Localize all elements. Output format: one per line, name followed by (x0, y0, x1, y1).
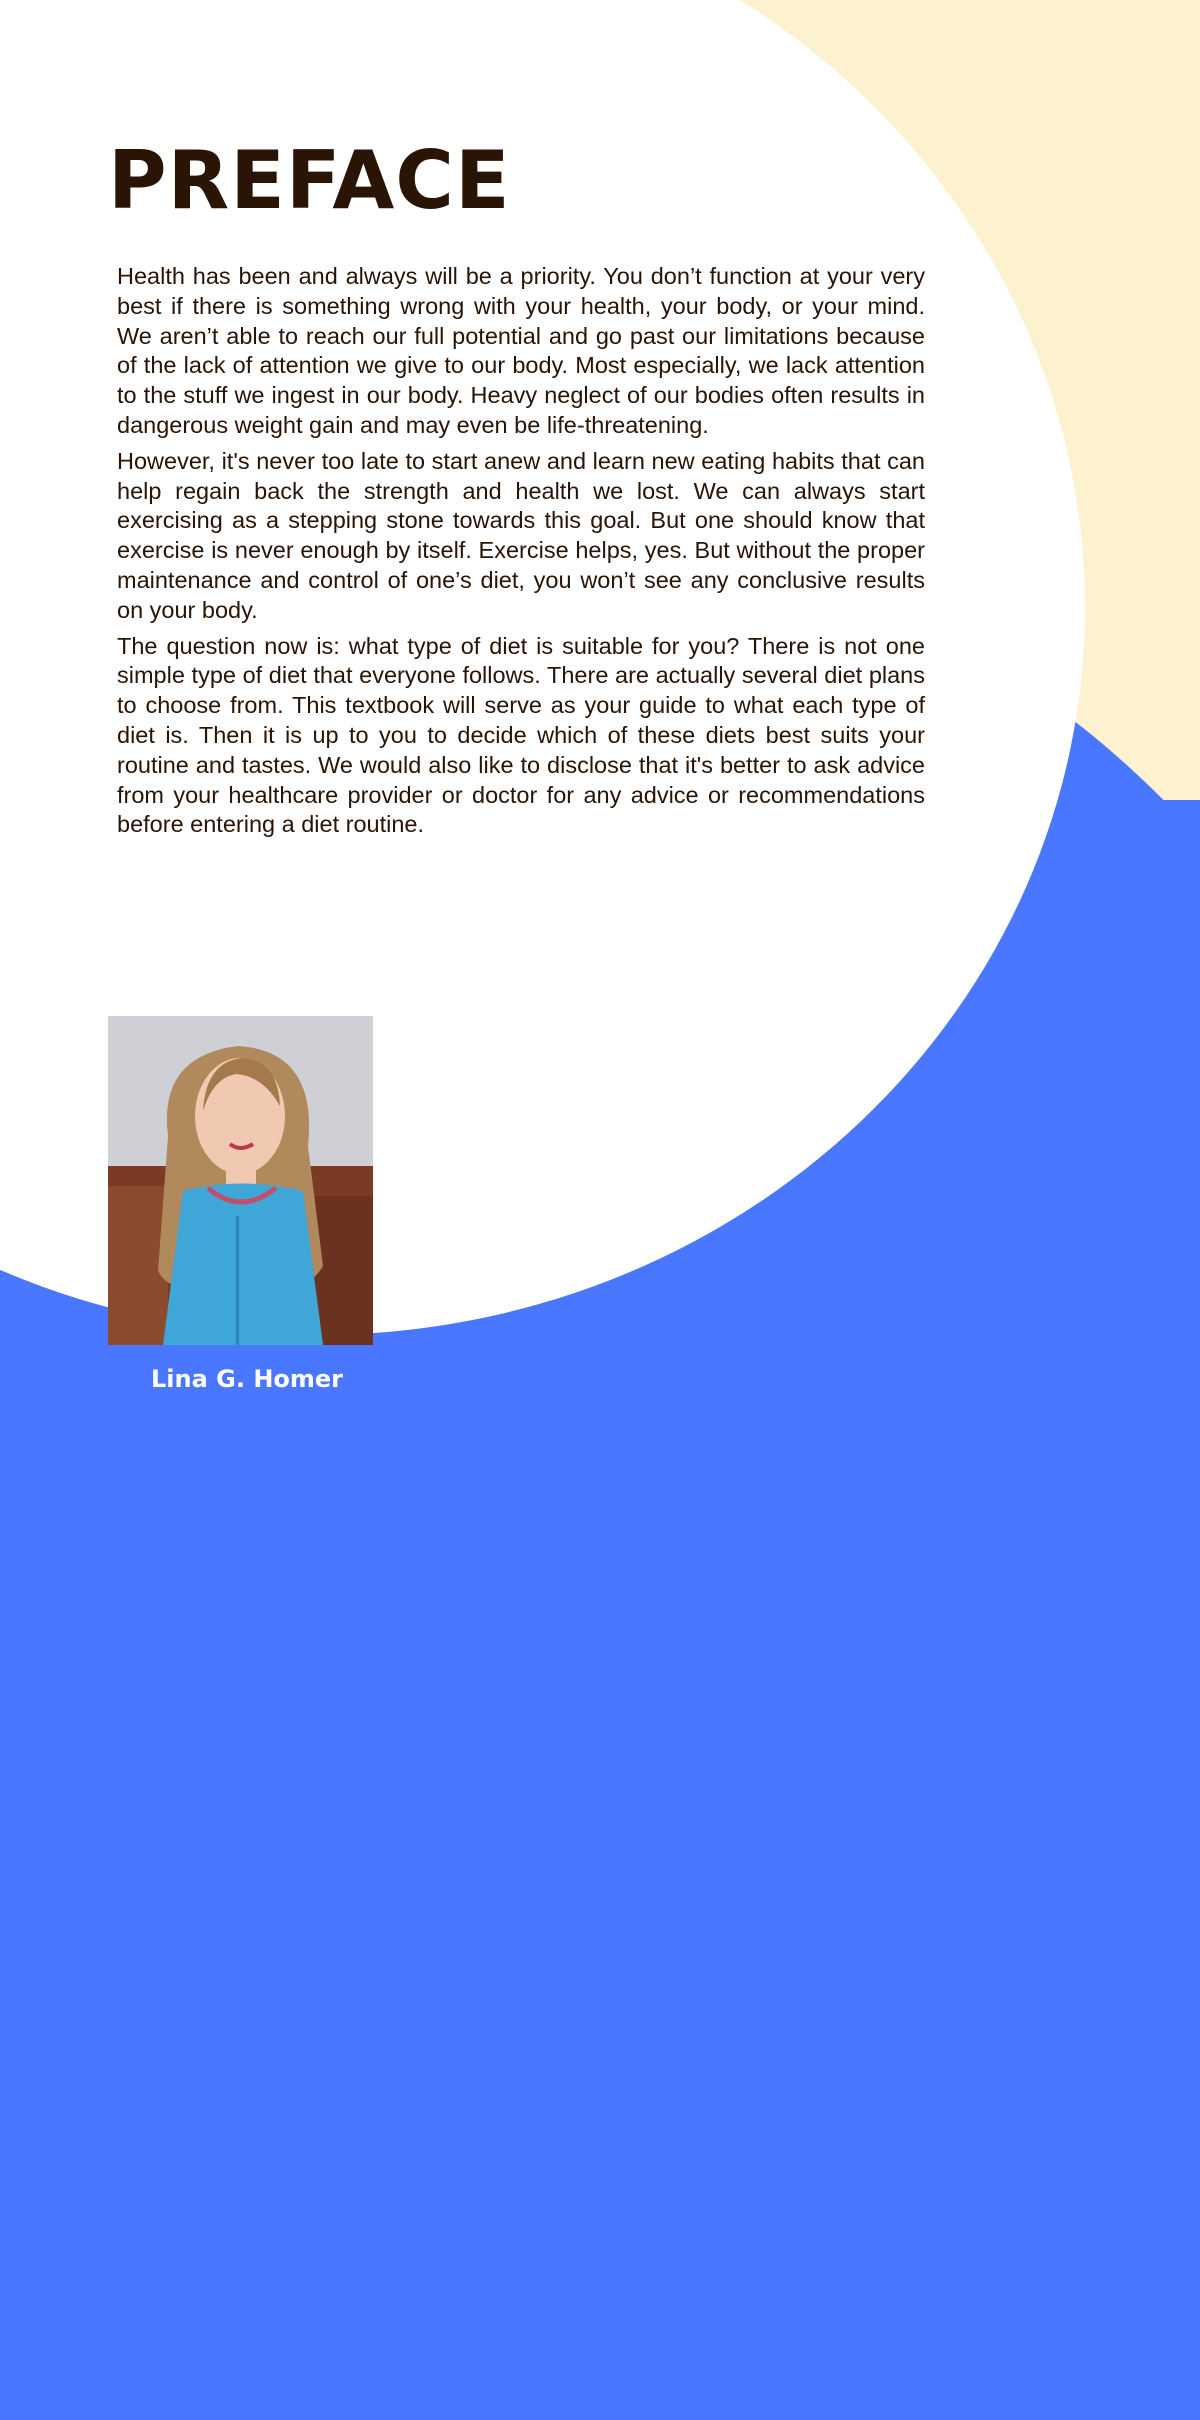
paragraph-3: The question now is: what type of diet is suitable for you? There is not one simple type of diet that everyone follows. There are actually several diet plans to choose from. This textbook will serve as your guide to what each type of diet is. Then it is up to you to decide which of these diets best suits your routine and tastes. We would also like to disclose that it's better to ask advice from your healthcare provider or doctor for any advice or recommendations before entering a diet routine. (117, 632, 925, 838)
paragraph-2: However, it's never too late to start anew and learn new eating habits that can help regain back the strength and health we lost. We can always start exercising as a stepping stone towards this goal. But one should know that exercise is never enough by itself. Exercise helps, yes. But without the proper maintenance and control of one’s diet, you won’t see any conclusive results on your body. (117, 447, 925, 623)
page-title: PREFACE (108, 134, 511, 227)
author-name: Lina G. Homer (150, 1365, 344, 1393)
author-photo (108, 1016, 373, 1345)
preface-body (117, 262, 925, 846)
paragraph-1: Health has been and always will be a priority. You don’t function at your very best if there is something wrong with your health, your body, or your mind. We aren’t able to reach our full potential and go past our limitations because of the lack of attention we give to our body. Most especially, we lack attention to the stuff we ingest in our body. Heavy neglect of our bodies often results in dangerous weight gain and may even be life-threatening. (117, 263, 925, 438)
